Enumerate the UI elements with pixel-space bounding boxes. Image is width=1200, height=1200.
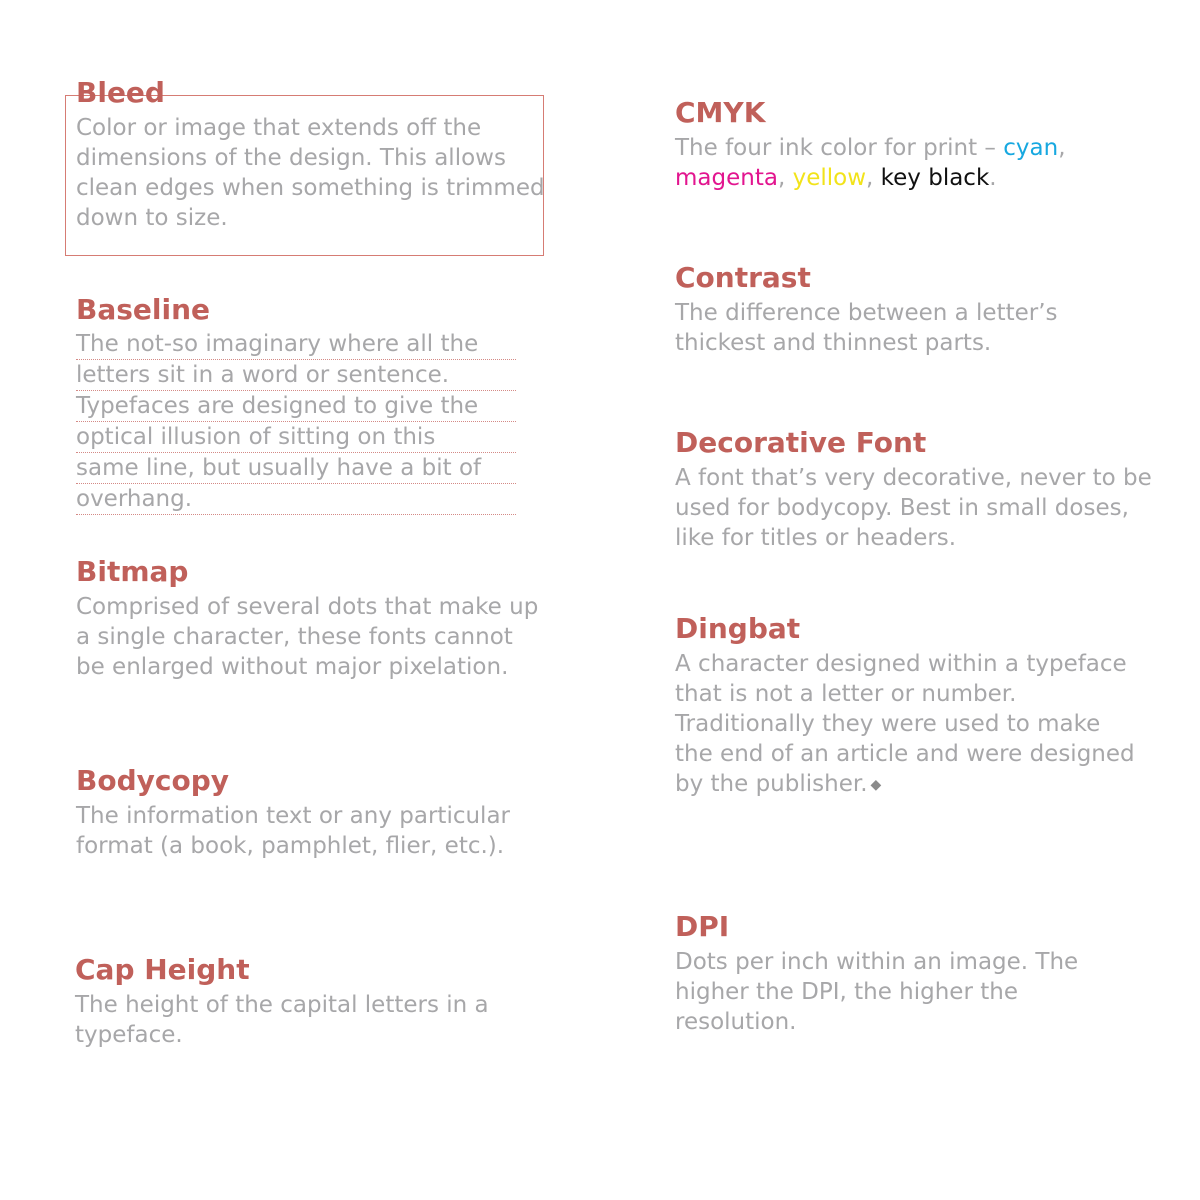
glossary-entry-cmyk xyxy=(675,93,1145,193)
cmyk-period: . xyxy=(989,165,997,191)
baseline-line-5: same line, but usually have a bit of xyxy=(76,454,516,484)
glossary-entry-contrast xyxy=(675,258,1145,358)
term-contrast: Contrast xyxy=(675,261,811,294)
cmyk-comma-2: , xyxy=(777,165,786,191)
glossary-entry-cap-height xyxy=(75,950,545,1050)
definition-bitmap: Comprised of several dots that make up a single character, these fonts cannot be enlarged without major pixelation. xyxy=(76,594,539,680)
baseline-line-3: Typefaces are designed to give the xyxy=(76,392,516,422)
cmyk-word-key-black: key black xyxy=(880,165,990,191)
glossary-entry-baseline xyxy=(76,290,556,516)
term-bitmap: Bitmap xyxy=(76,555,189,588)
definition-cmyk xyxy=(675,133,1145,193)
glossary-entry-dingbat xyxy=(675,609,1145,800)
definition-contrast: The difference between a letter’s thickest and thinnest parts. xyxy=(675,300,1058,356)
cmyk-comma-3: , xyxy=(866,165,874,191)
baseline-line-2: letters sit in a word or sentence. xyxy=(76,361,516,391)
baseline-line-1: The not-so imaginary where all the xyxy=(76,330,516,360)
baseline-line-4: optical illusion of sitting on this xyxy=(76,423,516,453)
glossary-entry-bleed xyxy=(76,73,556,233)
definition-dingbat xyxy=(675,649,1145,800)
definition-decorative-font: A font that’s very decorative, never to be used for bodycopy. Best in small doses, like for titles or headers. xyxy=(675,465,1152,551)
term-dpi: DPI xyxy=(675,910,730,943)
term-bodycopy: Bodycopy xyxy=(76,764,230,797)
term-cmyk: CMYK xyxy=(675,96,766,129)
definition-baseline xyxy=(76,330,516,515)
term-dingbat: Dingbat xyxy=(675,612,801,645)
definition-cap-height: The height of the capital letters in a typeface. xyxy=(75,992,489,1048)
glossary-entry-dpi xyxy=(675,907,1145,1037)
dingbat-definition-text: A character designed within a typeface that is not a letter or number. Traditionally they were used to make the end of an article and were designed by the publisher. xyxy=(675,651,1135,797)
glossary-entry-bodycopy xyxy=(76,761,546,861)
diamond-icon: ◆ xyxy=(870,776,882,793)
term-baseline: Baseline xyxy=(76,293,211,326)
glossary-entry-bitmap xyxy=(76,552,546,682)
definition-bleed: Color or image that extends off the dimensions of the design. This allows clean edges when something is trimmed down to size. xyxy=(76,115,545,231)
term-decorative-font: Decorative Font xyxy=(675,426,927,459)
term-bleed: Bleed xyxy=(76,76,165,109)
glossary-entry-decorative-font xyxy=(675,423,1165,553)
cmyk-word-magenta: magenta xyxy=(675,165,778,191)
baseline-line-6: overhang. xyxy=(76,485,516,515)
definition-dpi: Dots per inch within an image. The higher the DPI, the higher the resolution. xyxy=(675,949,1079,1035)
definition-bodycopy: The information text or any particular format (a book, pamphlet, flier, etc.). xyxy=(76,803,511,859)
cmyk-definition-prefix: The four ink color for print – xyxy=(675,135,1004,161)
cmyk-comma-1: , xyxy=(1058,135,1066,161)
cmyk-word-yellow: yellow xyxy=(792,165,867,191)
term-cap-height: Cap Height xyxy=(75,953,250,986)
cmyk-word-cyan: cyan xyxy=(1003,135,1059,161)
